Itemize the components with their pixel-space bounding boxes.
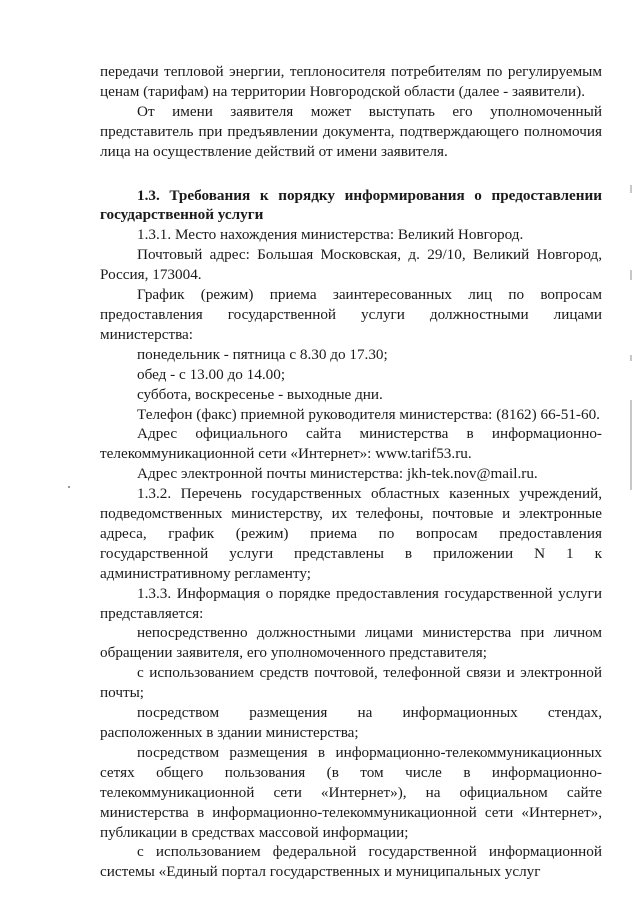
list-item: посредством размещения на информационных стендах, расположенных в здании министерства; [100,704,602,741]
paragraph: От имени заявителя может выступать его уполномоченный представитель при предъявлении документа, подтверждающего полномочия лица на осуществление действий от имени заявителя. [100,102,602,160]
paragraph: График (режим) приема заинтересованных лиц по вопросам предоставления государственной услуги должностными лицами министерства: [100,286,602,343]
list-item: понедельник - пятница с 8.30 до 17.30; [137,345,388,363]
list-item: посредством размещения в информационно-телекоммуникационных сетях общего пользования (в том числе в информационно-телекоммуникационной сети «Интернет»), на официальном сайте министерства в информационно-телекоммуникационной сети «Интернет», публикации в средствах массовой информации; [100,743,602,841]
scan-artifact [630,270,632,280]
scan-speck [68,486,70,488]
section-heading: 1.3. Требования к порядку информирования о предоставлении государственной услуги [100,186,602,224]
document-body [100,62,602,882]
list-item: с использованием федеральной государственной информационной системы «Единый портал государственных и муниципальных услуг [100,843,602,881]
scan-artifact [630,400,632,490]
scan-artifact [630,355,632,361]
paragraph: Адрес электронной почты министерства: jkh-tek.nov@mail.ru. [137,465,538,483]
paragraph: 1.3.3. Информация о порядке предоставления государственной услуги представляется: [100,584,602,622]
list-item: обед - с 13.00 до 14.00; [137,365,286,383]
list-item: суббота, воскресенье - выходные дни. [137,385,383,403]
paragraph: Почтовый адрес: Большая Московская, д. 29/10, Великий Новгород, Россия, 173004. [100,246,602,284]
paragraph: Адрес официального сайта министерства в информационно-телекоммуникационной сети «Интернет»: www.tarif53.ru. [100,425,602,463]
paragraph: передачи тепловой энергии, теплоносителя потребителям по регулируемым ценам (тарифам) на территории Новгородской области (далее - заявители). [100,63,602,100]
scan-artifact [630,185,632,193]
list-item: непосредственно должностными лицами министерства при личном обращении заявителя, его уполномоченного представителя; [100,624,602,662]
paragraph: 1.3.2. Перечень государственных областных казенных учреждений, подведомственных министерству, их телефоны, почтовые и электронные адреса, график (режим) приема по вопросам предоставления государственной услуги представлены в приложении N 1 к административному регламенту; [100,485,602,582]
paragraph: Телефон (факс) приемной руководителя министерства: (8162) 66-51-60. [137,405,600,423]
list-item: с использованием средств почтовой, телефонной связи и электронной почты; [100,664,602,702]
paragraph: 1.3.1. Место нахождения министерства: Великий Новгород. [137,226,524,244]
